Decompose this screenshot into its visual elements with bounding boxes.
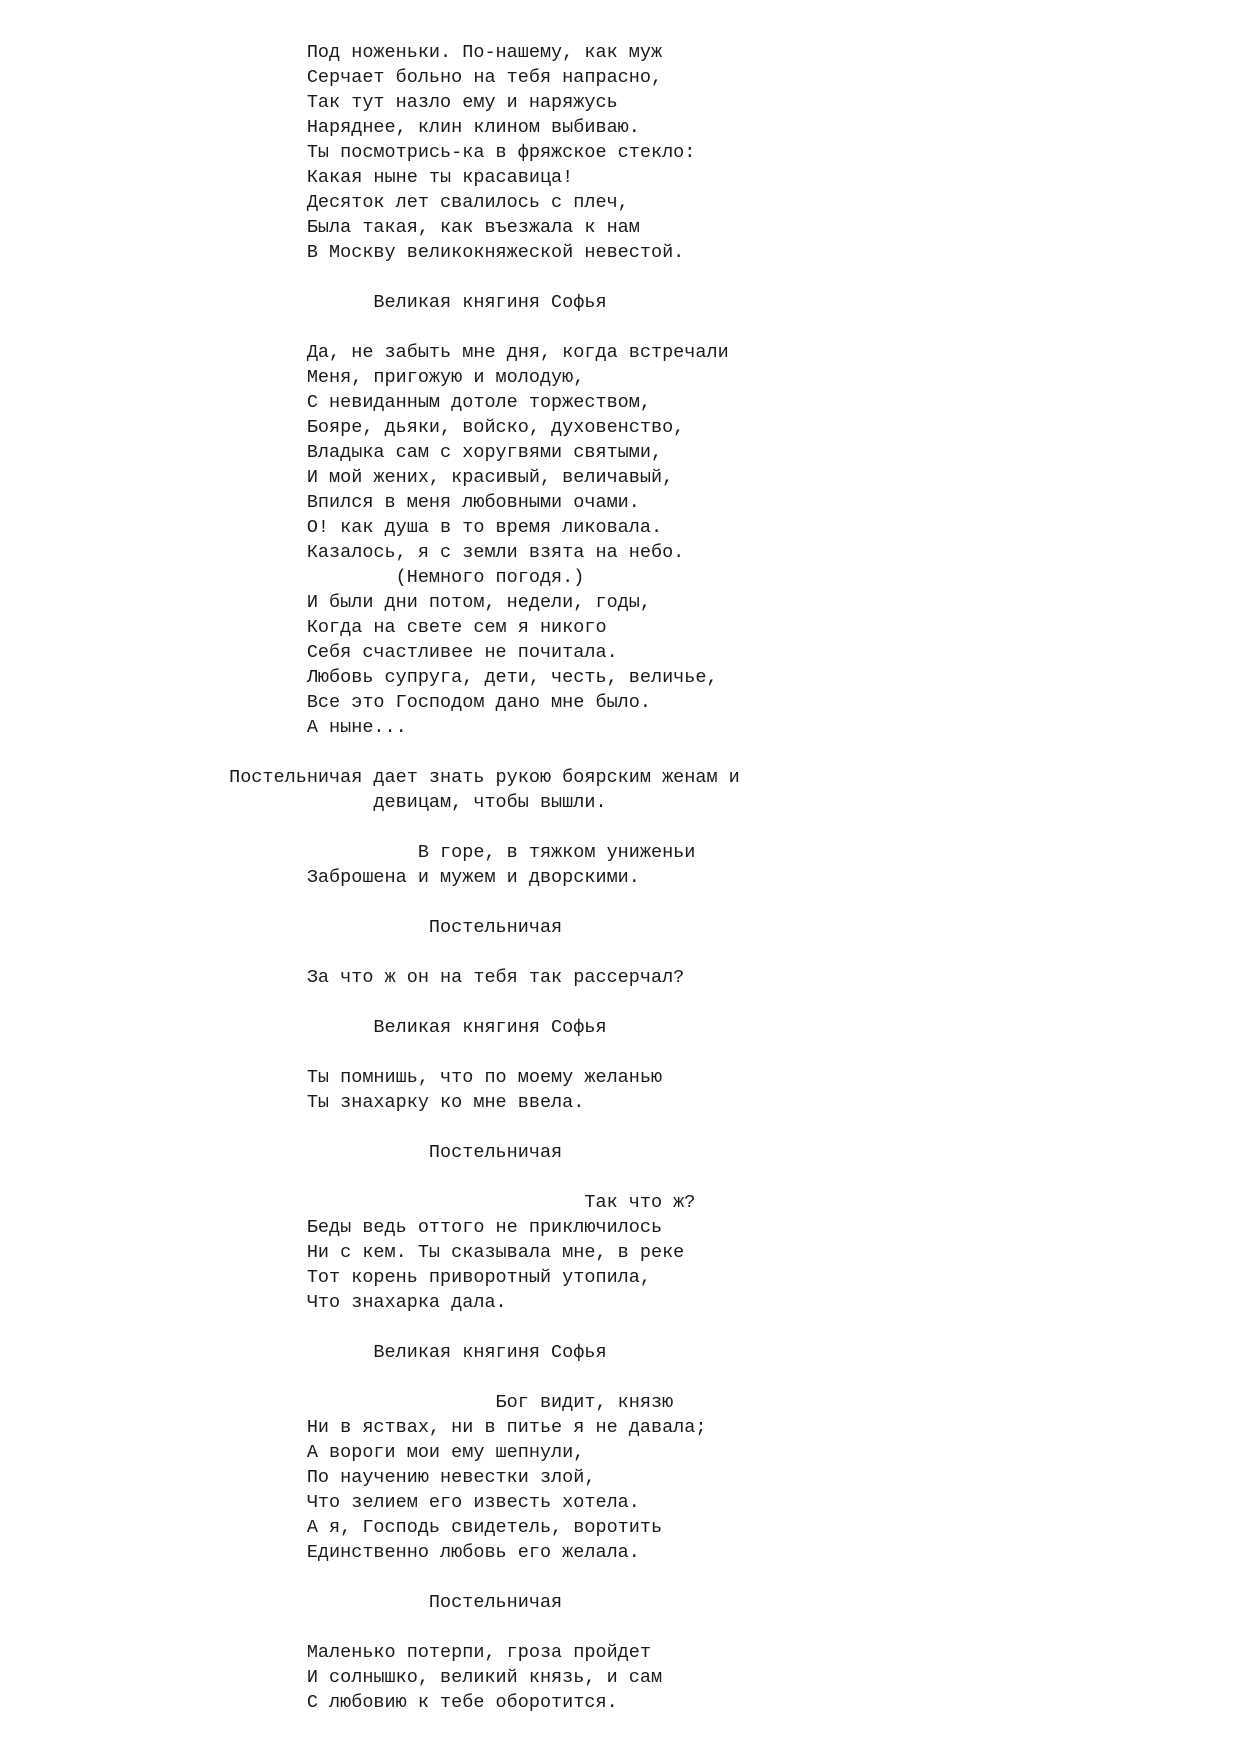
verse-line: Серчает больно на тебя напрасно,	[218, 67, 663, 88]
verse-line: И были дни потом, недели, годы,	[218, 592, 651, 613]
blank-line	[218, 815, 1242, 840]
verse-line: Себя счастливее не почитала.	[218, 642, 618, 663]
verse-line: В горе, в тяжком униженьи	[218, 842, 696, 863]
blank-line	[218, 990, 1242, 1015]
speaker-name: Великая княгиня Софья	[218, 1342, 607, 1363]
verse-line: За что ж он на тебя так рассерчал?	[218, 967, 685, 988]
verse-line: А я, Господь свидетель, воротить	[218, 1517, 663, 1538]
verse-line: А вороги мои ему шепнули,	[218, 1442, 585, 1463]
blank-line	[218, 1115, 1242, 1140]
verse-line: Наряднее, клин клином выбиваю.	[218, 117, 640, 138]
verse-line: Впился в меня любовными очами.	[218, 492, 640, 513]
blank-line	[218, 315, 1242, 340]
play-text	[218, 40, 1242, 1715]
verse-line: Единственно любовь его желала.	[218, 1542, 640, 1563]
verse-line: Заброшена и мужем и дворскими.	[218, 867, 640, 888]
verse-line: Когда на свете сем я никого	[218, 617, 607, 638]
speaker-name: Постельничая	[218, 917, 563, 938]
verse-line: Ты помнишь, что по моему желанью	[218, 1067, 663, 1088]
speaker-name: Великая княгиня Софья	[218, 1017, 607, 1038]
blank-line	[218, 740, 1242, 765]
blank-line	[218, 265, 1242, 290]
verse-line: Казалось, я с земли взята на небо.	[218, 542, 685, 563]
blank-line	[218, 890, 1242, 915]
verse-line: С невиданным дотоле торжеством,	[218, 392, 651, 413]
stage-direction: девицам, чтобы вышли.	[218, 792, 607, 813]
verse-line: О! как душа в то время ликовала.	[218, 517, 663, 538]
speaker-name: Великая княгиня Софья	[218, 292, 607, 313]
verse-line: Ты знахарку ко мне ввела.	[218, 1092, 585, 1113]
verse-line: Тот корень приворотный утопила,	[218, 1267, 651, 1288]
blank-line	[218, 1365, 1242, 1390]
verse-line: Все это Господом дано мне было.	[218, 692, 651, 713]
verse-line: Так тут назло ему и наряжусь	[218, 92, 618, 113]
verse-line: Любовь супруга, дети, честь, величье,	[218, 667, 718, 688]
verse-line: Была такая, как въезжала к нам	[218, 217, 640, 238]
verse-line: Ты посмотрись-ка в фряжское стекло:	[218, 142, 696, 163]
verse-line: Да, не забыть мне дня, когда встречали	[218, 342, 729, 363]
verse-line: С любовию к тебе оборотится.	[218, 1692, 618, 1713]
verse-line: Бог видит, князю	[218, 1392, 674, 1413]
verse-line: Какая ныне ты красавица!	[218, 167, 574, 188]
verse-line: Что знахарка дала.	[218, 1292, 507, 1313]
verse-line: Беды ведь оттого не приключилось	[218, 1217, 663, 1238]
blank-line	[218, 940, 1242, 965]
stage-direction: Постельничая дает знать рукою боярским женам и	[218, 767, 740, 788]
verse-line: Маленько потерпи, гроза пройдет	[218, 1642, 651, 1663]
blank-line	[218, 1315, 1242, 1340]
speaker-name: Постельничая	[218, 1592, 563, 1613]
verse-line: И мой жених, красивый, величавый,	[218, 467, 674, 488]
stage-direction: (Немного погодя.)	[218, 567, 585, 588]
verse-line: Под ноженьки. По-нашему, как муж	[218, 42, 663, 63]
blank-line	[218, 1615, 1242, 1640]
verse-line: И солнышко, великий князь, и сам	[218, 1667, 663, 1688]
verse-line: Так что ж?	[218, 1192, 696, 1213]
verse-line: В Москву великокняжеской невестой.	[218, 242, 685, 263]
speaker-name: Постельничая	[218, 1142, 563, 1163]
verse-line: Владыка сам с хоругвями святыми,	[218, 442, 663, 463]
verse-line: Меня, пригожую и молодую,	[218, 367, 585, 388]
blank-line	[218, 1040, 1242, 1065]
verse-line: Ни с кем. Ты сказывала мне, в реке	[218, 1242, 685, 1263]
blank-line	[218, 1165, 1242, 1190]
verse-line: Бояре, дьяки, войско, духовенство,	[218, 417, 685, 438]
verse-line: А ныне...	[218, 717, 407, 738]
verse-line: По научению невестки злой,	[218, 1467, 596, 1488]
document-page	[0, 40, 1242, 1715]
blank-line	[218, 1565, 1242, 1590]
verse-line: Что зелием его известь хотела.	[218, 1492, 640, 1513]
verse-line: Ни в яствах, ни в питье я не давала;	[218, 1417, 707, 1438]
verse-line: Десяток лет свалилось с плеч,	[218, 192, 629, 213]
